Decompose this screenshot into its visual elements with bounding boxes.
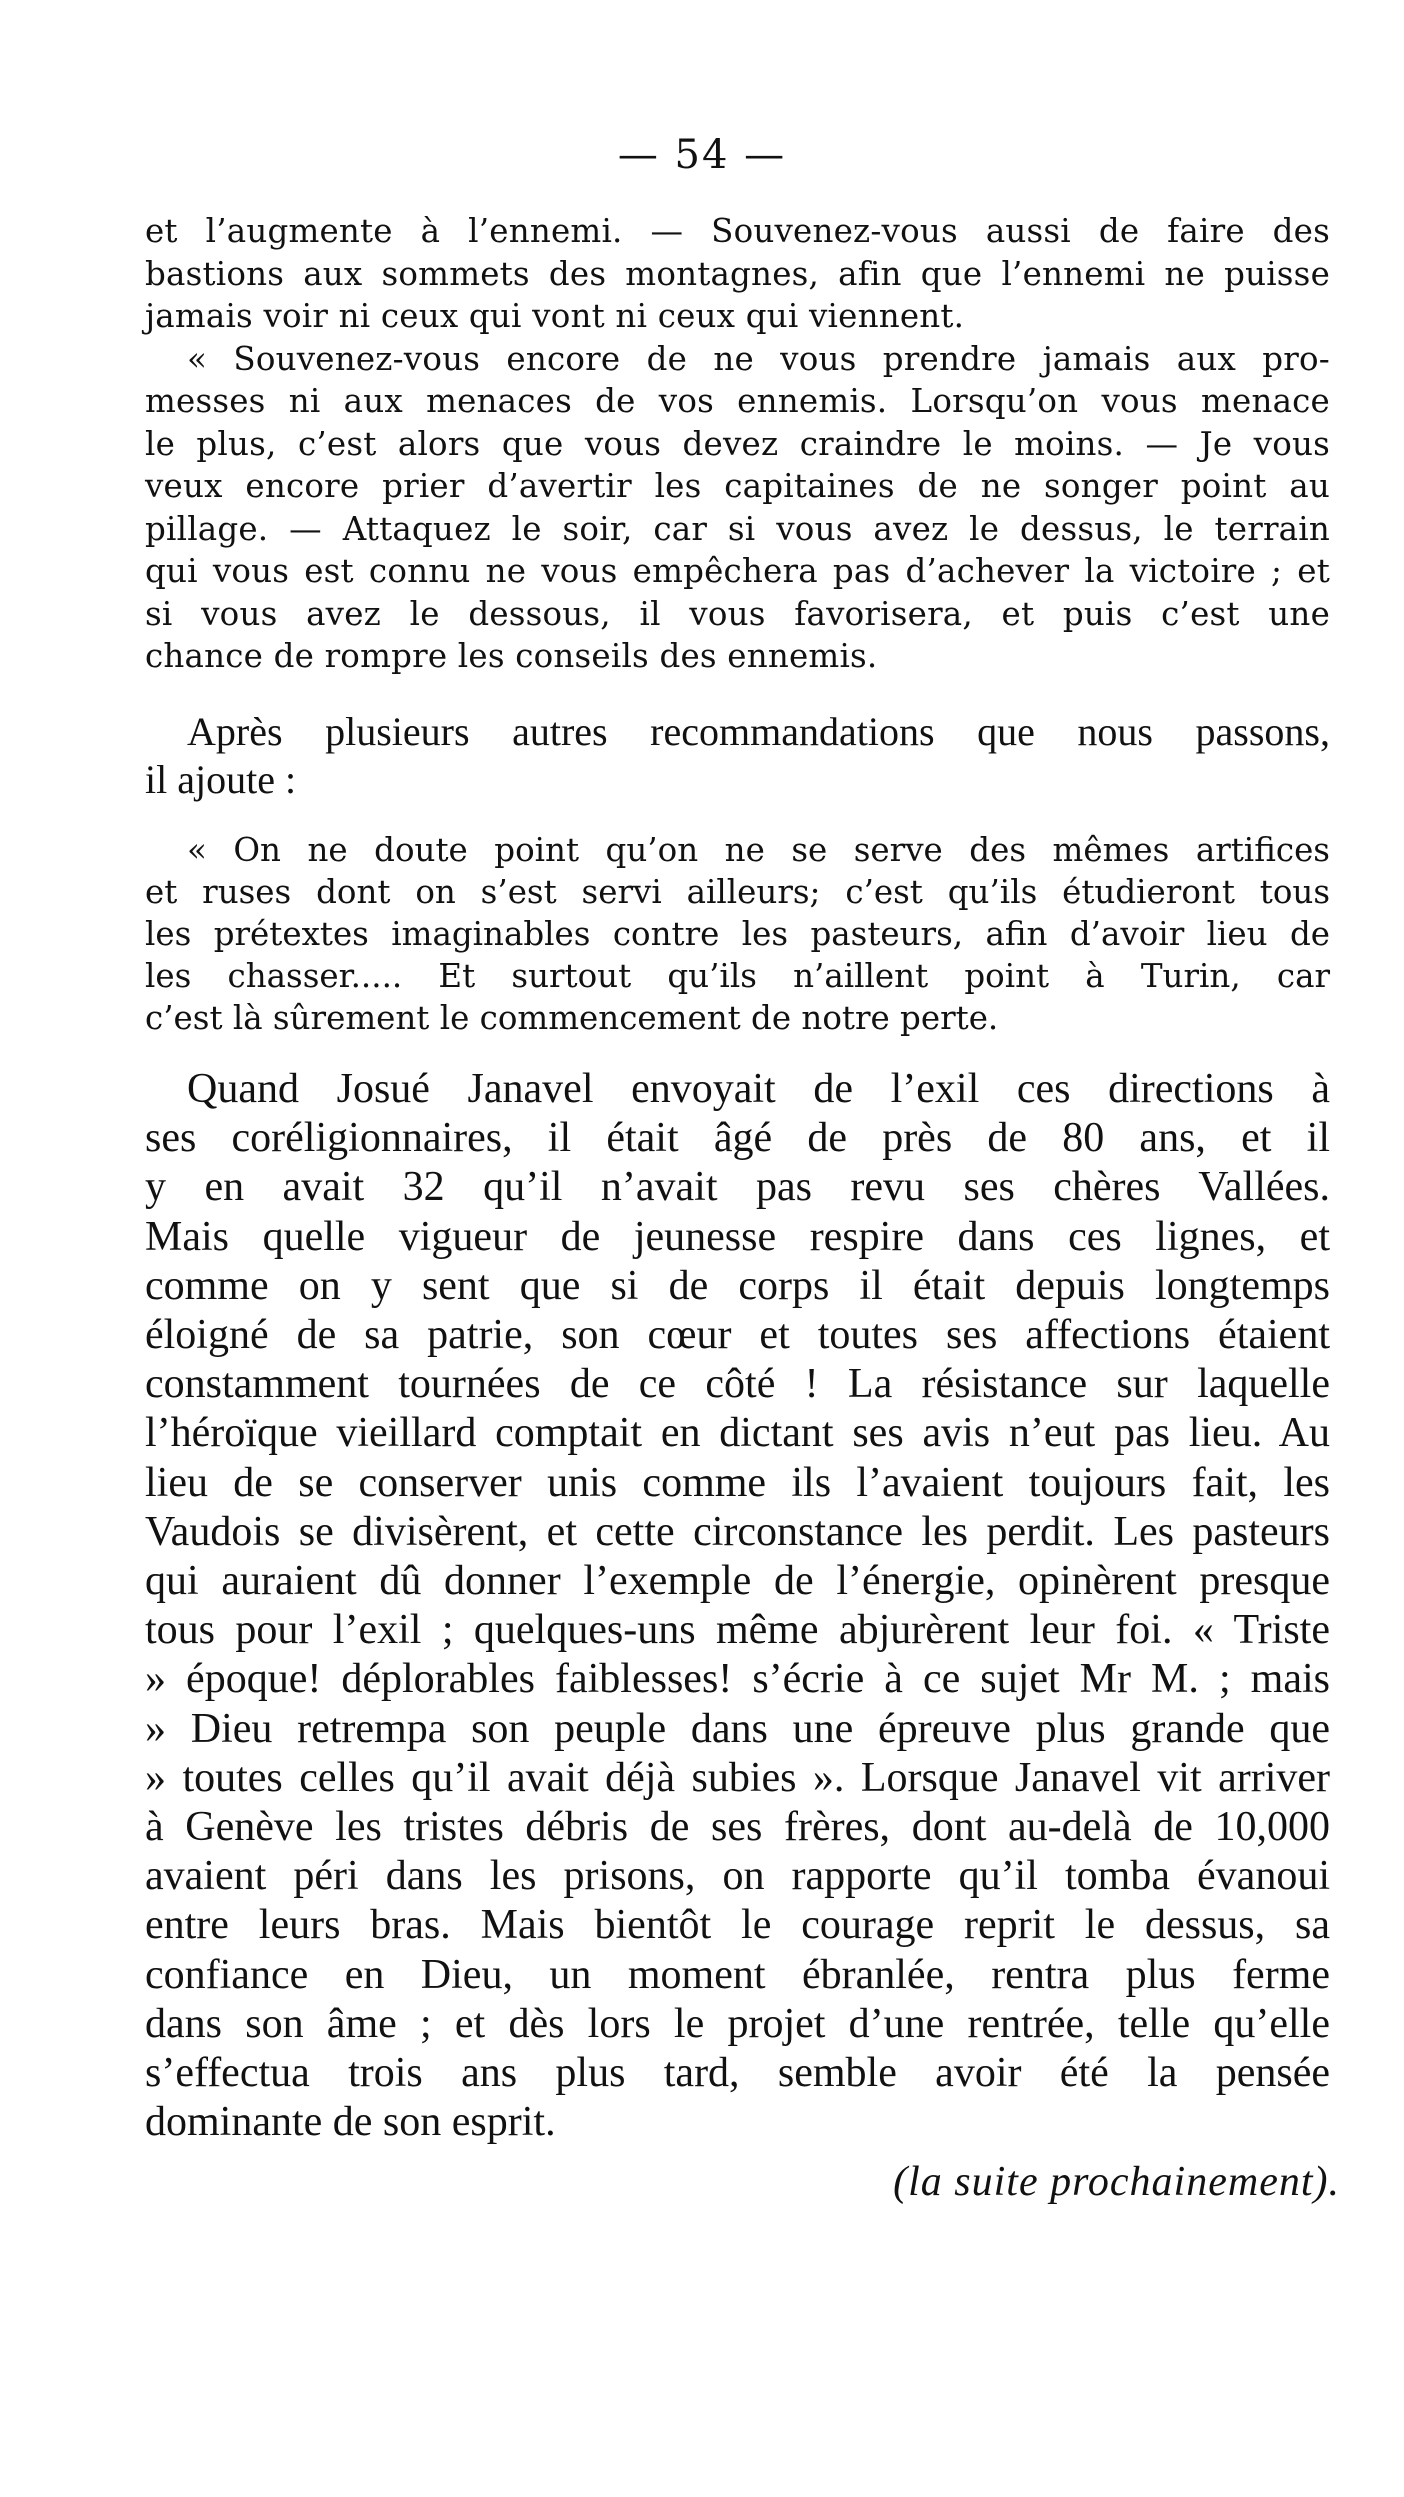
text-line: le plus, c’est alors que vous devez craindre le moins. — Je vous bbox=[145, 424, 1330, 463]
main-paragraph bbox=[145, 1065, 1330, 2147]
text-line: messes ni aux menaces de vos ennemis. Lorsqu’on vous menace bbox=[145, 382, 1330, 420]
text-line: et l’augmente à l’ennemi. — Souvenez-vous aussi de faire des bbox=[145, 212, 1330, 250]
text-line: les prétextes imaginables contre les pasteurs, afin d’avoir lieu de bbox=[145, 915, 1330, 953]
text-line: ses coréligionnaires, il était âgé de près de 80 ans, et il bbox=[145, 1115, 1330, 1162]
text-line: dans son âme ; et dès lors le projet d’une rentrée, telle qu’elle bbox=[145, 2000, 1330, 2047]
text-line: c’est là sûrement le commencement de notre perte. bbox=[145, 999, 999, 1037]
text-line: comme on y sent que si de corps il était depuis longtemps bbox=[145, 1262, 1330, 1309]
text-line: » Dieu retrempa son peuple dans une épreuve plus grande que bbox=[145, 1705, 1330, 1752]
text-line: lieu de se conserver unis comme ils l’avaient toujours fait, les bbox=[145, 1459, 1330, 1506]
text-line: « Souvenez-vous encore de ne vous prendre jamais aux pro- bbox=[187, 339, 1330, 378]
text-line: tous pour l’exil ; quelques-uns même abjurèrent leur foi. « Triste bbox=[145, 1607, 1330, 1654]
text-line: Mais quelle vigueur de jeunesse respire dans ces lignes, et bbox=[145, 1213, 1330, 1260]
text-line: Quand Josué Janavel envoyait de l’exil ces directions à bbox=[187, 1066, 1330, 1112]
text-line: bastions aux sommets des montagnes, afin que l’ennemi ne puisse bbox=[145, 254, 1330, 293]
intro-paragraph bbox=[145, 708, 1330, 804]
text-line: éloigné de sa patrie, son cœur et toutes ses affections étaient bbox=[145, 1312, 1330, 1359]
text-line: qui vous est connu ne vous empêchera pas d’achever la victoire ; et bbox=[145, 552, 1330, 590]
text-line: pillage. — Attaquez le soir, car si vous avez le dessus, le terrain bbox=[145, 509, 1330, 548]
text-line: constamment tournées de ce côté ! La résistance sur laquelle bbox=[145, 1361, 1330, 1408]
continuation-note: (la suite prochainement). bbox=[893, 2159, 1340, 2205]
text-line: et ruses dont on s’est servi ailleurs; c’est qu’ils étudieront tous bbox=[145, 873, 1330, 911]
page-number: — 54 — bbox=[617, 132, 787, 178]
text-line: dominante de son esprit. bbox=[145, 2099, 556, 2146]
text-line: » époque! déplorables faiblesses! s’écrie à ce sujet Mr M. ; mais bbox=[145, 1656, 1330, 1703]
text-line: si vous avez le dessous, il vous favorisera, et puis c’est une bbox=[145, 594, 1330, 633]
text-line: confiance en Dieu, un moment ébranlée, rentra plus ferme bbox=[145, 1951, 1330, 1998]
text-line: entre leurs bras. Mais bientôt le courage reprit le dessus, sa bbox=[145, 1902, 1330, 1949]
text-line: avaient péri dans les prisons, on rapporte qu’il tomba évanoui bbox=[145, 1853, 1330, 1900]
text-line: qui auraient dû donner l’exemple de l’énergie, opinèrent presque bbox=[145, 1558, 1330, 1605]
second-quote bbox=[145, 829, 1330, 1039]
text-line: les chasser..... Et surtout qu’ils n’aillent point à Turin, car bbox=[145, 957, 1330, 995]
text-line: l’héroïque vieillard comptait en dictant ses avis n’eut pas lieu. Au bbox=[145, 1410, 1330, 1457]
text-line: « On ne doute point qu’on ne se serve des mêmes artifices bbox=[187, 831, 1330, 869]
text-line: y en avait 32 qu’il n’avait pas revu ses chères Vallées. bbox=[145, 1164, 1330, 1211]
text-line: jamais voir ni ceux qui vont ni ceux qui viennent. bbox=[145, 297, 965, 335]
text-line: » toutes celles qu’il avait déjà subies ». Lorsque Janavel vit arriver bbox=[145, 1754, 1330, 1801]
text-line: il ajoute : bbox=[145, 757, 297, 802]
text-line: à Genève les tristes débris de ses frères, dont au-delà de 10,000 bbox=[145, 1804, 1330, 1851]
text-line: Après plusieurs autres recommandations que nous passons, bbox=[187, 709, 1330, 754]
text-line: veux encore prier d’avertir les capitaines de ne songer point au bbox=[145, 467, 1330, 505]
quote-continuation bbox=[145, 210, 1330, 678]
text-line: chance de rompre les conseils des ennemis. bbox=[145, 637, 878, 675]
text-line: Vaudois se divisèrent, et cette circonstance les perdit. Les pasteurs bbox=[145, 1508, 1330, 1555]
text-line: s’effectua trois ans plus tard, semble avoir été la pensée bbox=[145, 2050, 1330, 2097]
